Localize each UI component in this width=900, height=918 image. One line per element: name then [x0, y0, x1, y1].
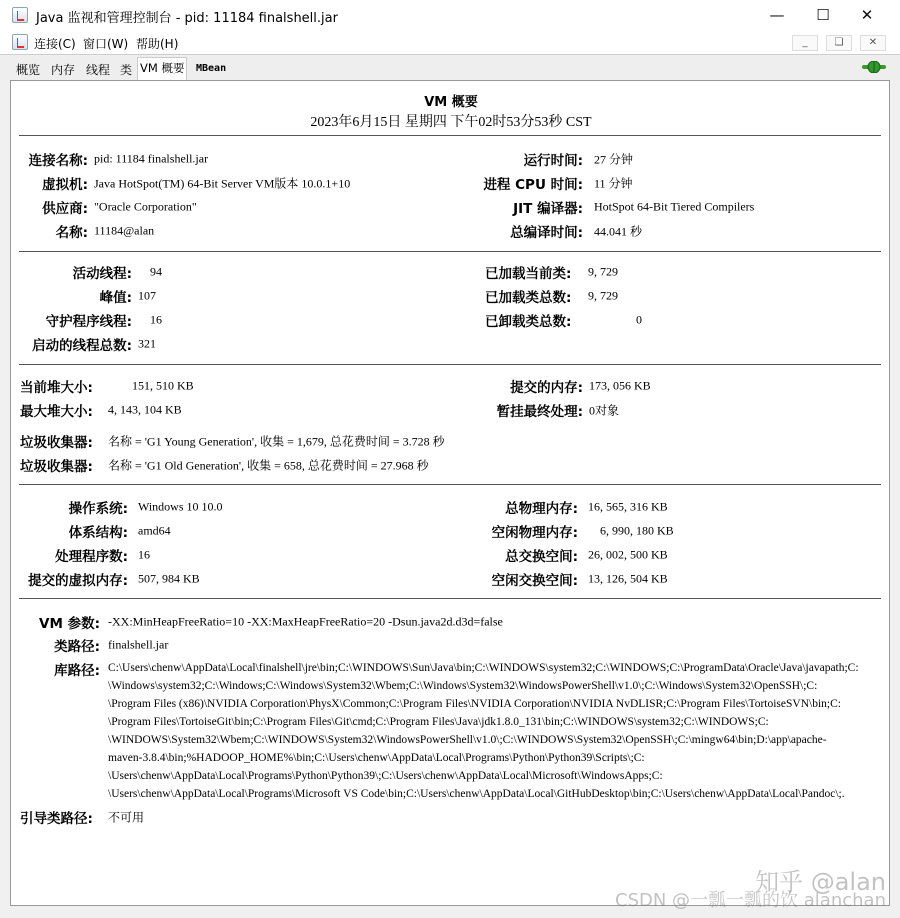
label-jit: JIT 编译器: — [513, 201, 583, 217]
value-name: 11184@alan — [94, 223, 155, 238]
label-daemon-threads: 守护程序线程: — [45, 314, 132, 330]
library-path-line: \Program Files (x86)\NVIDIA Corporation\PhysX\Common;C:\Program Files\NVIDIA Corporation\NVIDIA NvDLISR;C:\Program Files\TortoiseSVN\bin;C: — [108, 698, 841, 710]
summary-title: VM 概要 — [424, 95, 478, 110]
label-processors: 处理程序数: — [55, 549, 128, 565]
divider — [19, 135, 881, 136]
divider — [19, 484, 881, 485]
label-total-loaded: 已加载类总数: — [485, 290, 572, 306]
connection-status-icon — [862, 61, 886, 73]
label-gc-old: 垃圾收集器: — [20, 459, 93, 475]
inner-close-button[interactable]: ✕ — [860, 35, 886, 51]
tab-vm-summary[interactable]: VM 概要 — [137, 57, 187, 80]
value-vm-args: -XX:MinHeapFreeRatio=10 -XX:MaxHeapFreeRatio=20 -Dsun.java2d.d3d=false — [108, 614, 503, 629]
value-free-swap: 13, 126, 504 KB — [588, 571, 668, 586]
menu-bar — [0, 30, 900, 55]
label-committed-virtual: 提交的虚拟内存: — [28, 573, 128, 589]
inner-minimize-button[interactable]: _ — [792, 35, 818, 51]
title-bar — [0, 0, 900, 30]
label-boot-classpath: 引导类路径: — [20, 811, 93, 827]
library-path-line: maven-3.8.4\bin;%HADOOP_HOME%\bin;C:\Users\chenw\AppData\Local\Programs\Python\Python39\Scripts\;C: — [108, 752, 645, 764]
value-committed: 173, 056 KB — [589, 378, 651, 393]
value-cpu-time: 11 分钟 — [594, 176, 633, 191]
value-compile-time: 44.041 秒 — [594, 224, 643, 239]
label-loaded-classes: 已加载当前类: — [485, 266, 572, 282]
tab-bar — [0, 56, 900, 80]
label-total-threads: 启动的线程总数: — [32, 338, 132, 354]
divider — [19, 364, 881, 365]
label-pending-finalization: 暂挂最终处理: — [496, 404, 583, 420]
label-cpu-time: 进程 CPU 时间: — [483, 177, 583, 193]
value-loaded-classes: 9, 729 — [588, 264, 618, 279]
tab-overview[interactable]: 概览 — [16, 63, 41, 77]
menu-window[interactable]: 窗口(W) — [83, 37, 129, 51]
window-title: Java 监视和管理控制台 - pid: 11184 finalshell.jar — [36, 11, 338, 26]
java-menu-icon[interactable] — [12, 34, 28, 50]
label-free-physical: 空闲物理内存: — [491, 525, 578, 541]
label-arch: 体系结构: — [68, 525, 128, 541]
watermark-csdn: CSDN @一瓢一瓢的饮 alanchan — [615, 890, 886, 911]
label-total-physical: 总物理内存: — [505, 501, 578, 517]
value-gc-young: 名称 = 'G1 Young Generation', 收集 = 1,679, 总花费时间 = 3.728 秒 — [108, 434, 445, 449]
label-uptime: 运行时间: — [523, 153, 583, 169]
menu-connection[interactable]: 连接(C) — [34, 37, 76, 51]
menu-help[interactable]: 帮助(H) — [136, 37, 179, 51]
value-peak: 107 — [138, 288, 156, 303]
summary-datetime: 2023年6月15日 星期四 下午02时53分53秒 CST — [310, 115, 592, 130]
library-path-line: C:\Users\chenw\AppData\Local\finalshell\jre\bin;C:\WINDOWS\Sun\Java\bin;C:\WINDOWS\system32;C:\WINDOWS;C:\ProgramData\Oracle\Java\javapath;C: — [108, 662, 859, 674]
value-vendor: "Oracle Corporation" — [94, 199, 197, 214]
close-button[interactable]: ✕ — [860, 6, 874, 24]
library-path-line: \WINDOWS\System32\Wbem;C:\WINDOWS\System32\WindowsPowerShell\v1.0\;C:\WINDOWS\System32\OpenSSH\;C:\mingw64\bin;D:\app\apache- — [108, 734, 827, 746]
java-app-icon — [12, 7, 28, 23]
value-heap-size: 151, 510 KB — [132, 378, 194, 393]
value-library-path — [108, 659, 883, 803]
value-total-threads: 321 — [138, 336, 156, 351]
label-heap-size: 当前堆大小: — [20, 380, 93, 396]
value-total-loaded: 9, 729 — [588, 288, 618, 303]
label-connection-name: 连接名称: — [28, 153, 88, 169]
value-total-physical: 16, 565, 316 KB — [588, 499, 668, 514]
library-path-line: \Users\chenw\AppData\Local\Programs\Python\Python39\;C:\Users\chenw\AppData\Local\Microsoft\WindowsApps;C: — [108, 770, 663, 782]
value-free-physical: 6, 990, 180 KB — [600, 523, 674, 538]
label-committed: 提交的内存: — [510, 380, 583, 396]
value-pending-finalization: 0对象 — [589, 403, 620, 418]
tab-mbean[interactable]: MBean — [196, 63, 227, 74]
value-classpath: finalshell.jar — [108, 637, 169, 652]
value-daemon-threads: 16 — [150, 312, 162, 327]
value-jit: HotSpot 64-Bit Tiered Compilers — [594, 199, 755, 214]
value-unloaded: 0 — [636, 312, 642, 327]
minimize-button[interactable]: — — [769, 6, 785, 24]
tab-memory[interactable]: 内存 — [51, 63, 76, 77]
tab-threads[interactable]: 线程 — [86, 63, 111, 77]
label-free-swap: 空闲交换空间: — [491, 573, 578, 589]
label-peak: 峰值: — [99, 290, 132, 306]
maximize-button[interactable]: ☐ — [816, 6, 830, 24]
label-gc-young: 垃圾收集器: — [20, 435, 93, 451]
label-vendor: 供应商: — [42, 201, 88, 217]
value-total-swap: 26, 002, 500 KB — [588, 547, 668, 562]
label-os: 操作系统: — [68, 501, 128, 517]
label-live-threads: 活动线程: — [72, 266, 132, 282]
value-max-heap: 4, 143, 104 KB — [108, 402, 182, 417]
value-committed-virtual: 507, 984 KB — [138, 571, 200, 586]
label-compile-time: 总编译时间: — [510, 225, 583, 241]
label-classpath: 类路径: — [54, 639, 100, 655]
library-path-line: \Users\chenw\AppData\Local\Programs\Microsoft VS Code\bin;C:\Users\chenw\AppData\Local\GitHubDesktop\bin;C:\Users\chenw\AppData\Local\Pandoc\;. — [108, 788, 845, 800]
value-live-threads: 94 — [150, 264, 162, 279]
vm-summary-panel — [10, 80, 890, 906]
value-processors: 16 — [138, 547, 150, 562]
value-os: Windows 10 10.0 — [138, 499, 223, 514]
label-max-heap: 最大堆大小: — [20, 404, 93, 420]
divider — [19, 598, 881, 599]
library-path-line: \Windows\system32;C:\Windows;C:\Windows\System32\Wbem;C:\Windows\System32\WindowsPowerShell\v1.0\;C:\Windows\System32\OpenSSH\;C: — [108, 680, 818, 692]
value-gc-old: 名称 = 'G1 Old Generation', 收集 = 658, 总花费时间 = 27.968 秒 — [108, 458, 429, 473]
label-unloaded: 已卸载类总数: — [485, 314, 572, 330]
divider — [19, 251, 881, 252]
label-library-path: 库路径: — [54, 663, 100, 679]
label-vm: 虚拟机: — [42, 177, 88, 193]
value-uptime: 27 分钟 — [594, 152, 634, 167]
value-boot-classpath: 不可用 — [108, 810, 145, 825]
library-path-line: \Program Files\TortoiseGit\bin;C:\Program Files\Git\cmd;C:\Program Files\Java\jdk1.8.0_131\bin;C:\WINDOWS\system32;C:\WINDOWS;C: — [108, 716, 769, 728]
tab-classes[interactable]: 类 — [120, 63, 133, 77]
label-name: 名称: — [55, 225, 88, 241]
value-vm: Java HotSpot(TM) 64-Bit Server VM版本 10.0.1+10 — [94, 176, 351, 191]
label-total-swap: 总交换空间: — [505, 549, 578, 565]
label-vm-args: VM 参数: — [39, 616, 100, 632]
inner-restore-button[interactable]: ❏ — [826, 35, 852, 51]
value-connection-name: pid: 11184 finalshell.jar — [94, 151, 209, 166]
watermark-zhihu: 知乎 @alan — [755, 868, 886, 896]
value-arch: amd64 — [138, 523, 171, 538]
